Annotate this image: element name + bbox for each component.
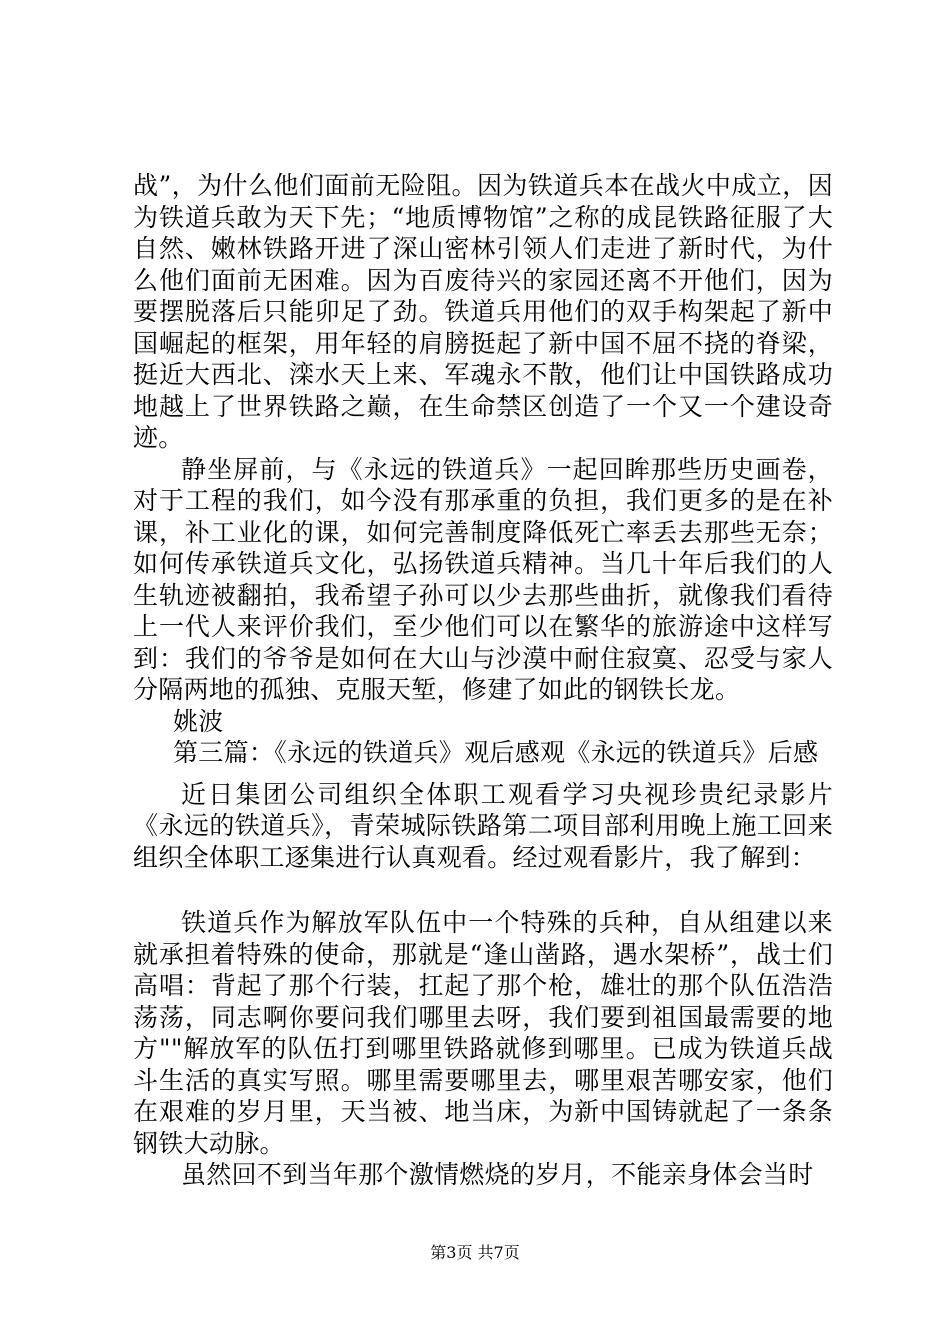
document-body bbox=[133, 170, 833, 1191]
author-name: 姚波 bbox=[173, 706, 224, 736]
page-footer: 第3页 共7页 bbox=[430, 1243, 520, 1262]
paragraph-closing: 虽然回不到当年那个激情燃烧的岁月，不能亲身体会当时 bbox=[181, 1160, 814, 1189]
paragraph-railway-corps: 铁道兵作为解放军队伍中一个特殊的兵种，自从组建以来就承担着特殊的使命，那就是“逢山凿路，遇水架桥”，战士们高唱：背起了那个行装，扛起了那个枪，雄壮的那个队伍浩浩荡荡，同志啊你要问我们哪里去呀，我们要到祖国最需要的地方""解放军的队伍打到哪里铁路就修到哪里。已成为铁道兵战斗生活的真实写照。哪里需要哪里去，哪里艰苦哪安家，他们在艰难的岁月里，天当被、地当床，为新中国铸就起了一条条钢铁大动脉。 bbox=[133, 908, 833, 1158]
paragraph-intro: 近日集团公司组织全体职工观看学习央视珍贵纪录影片《永远的铁道兵》，青荣城际铁路第二项目部利用晚上施工回来组织全体职工逐集进行认真观看。经过观看影片，我了解到： bbox=[133, 779, 833, 872]
section-heading: 第三篇：《永远的铁道兵》观后感观《永远的铁道兵》后感 bbox=[173, 738, 819, 767]
paragraph-railway-achievements: 战”，为什么他们面前无险阻。因为铁道兵本在战火中成立，因为铁道兵敢为天下先；“地质博物馆”之称的成昆铁路征服了大自然、嫩林铁路开进了深山密林引领人们走进了新时代，为什么他们面前无困难。因为百废待兴的家园还离不开他们，因为要摆脱落后只能卯足了劲。铁道兵用他们的双手构架起了新中国崛起的框架，用年轻的肩膀挺起了新中国不屈不挠的脊梁，挺近大西北、滦水天上来、军魂永不散，他们让中国铁路成功地越上了世界铁路之巅，在生命禁区创造了一个又一个建设奇迹。 bbox=[133, 171, 833, 452]
paragraph-reflection: 静坐屏前，与《永远的铁道兵》一起回眸那些历史画卷，对于工程的我们，如今没有那承重的负担，我们更多的是在补课，补工业化的课，如何完善制度降低死亡率丢去那些无奈；如何传承铁道兵文化，弘扬铁道兵精神。当几十年后我们的人生轨迹被翻拍，我希望子孙可以少去那些曲折，就像我们看待上一代人来评价我们，至少他们可以在繁华的旅游途中这样写到：我们的爷爷是如何在大山与沙漠中耐住寂寞、忍受与家人分隔两地的孤独、克服天堑，修建了如此的钢铁长龙。 bbox=[133, 454, 833, 704]
